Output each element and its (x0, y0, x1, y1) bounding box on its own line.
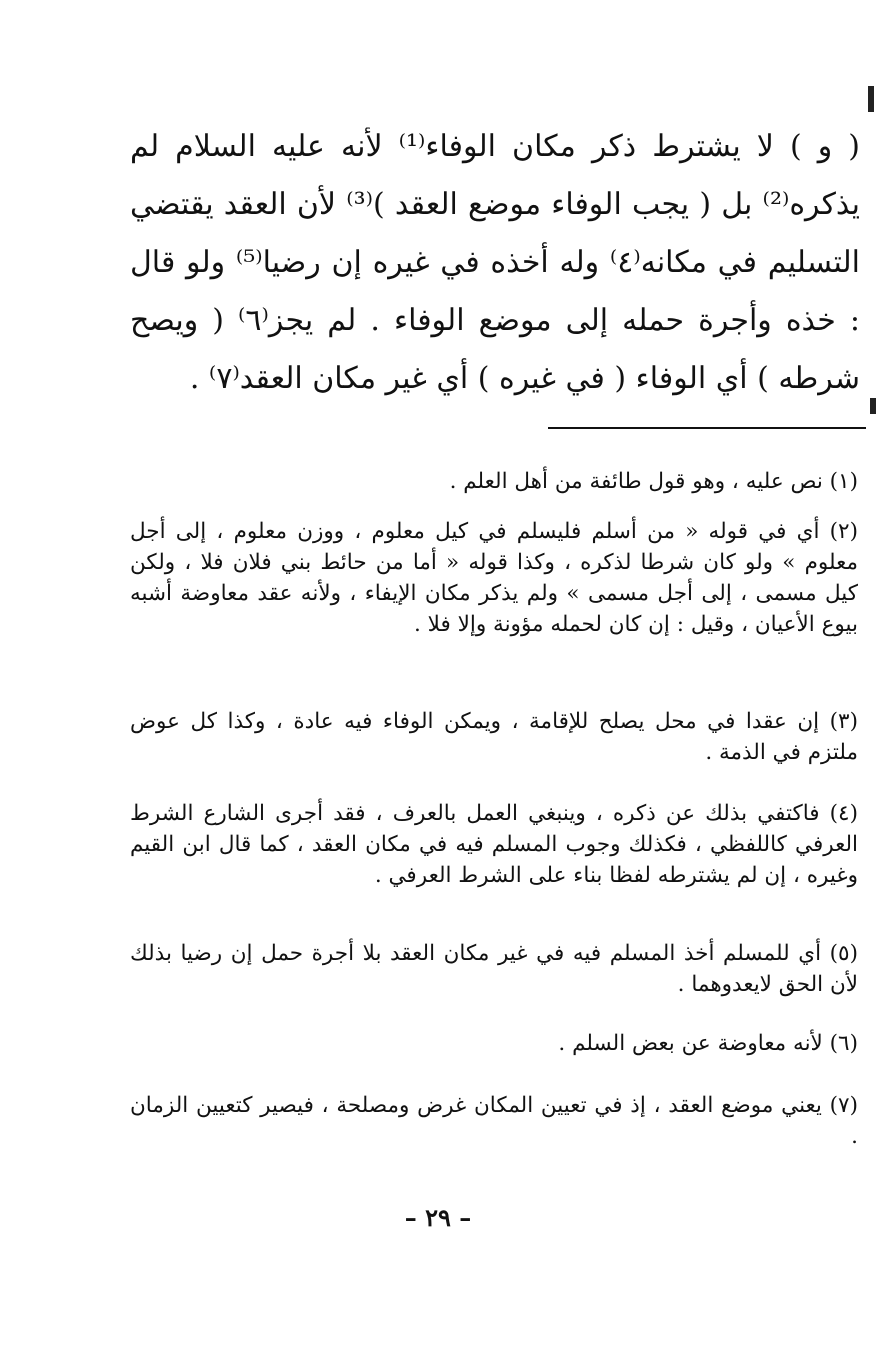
main-paragraph: ( و ) لا يشترط ذكر مكان الوفاء⁽¹⁾ لأنه عليه السلام لم يذكره⁽²⁾ بل ( يجب الوفاء موضع العقد )⁽³⁾ لأن العقد يقتضي التسليم في مكانه⁽٤⁾ وله أخذه في غيره إن رضيا⁽⁵⁾ ولو قال : خذه وأجرة حمله إلى موضع الوفاء . لم يجز⁽٦⁾ ( ويصح شرطه ) أي الوفاء ( في غيره ) أي غير مكان العقد⁽٧⁾ . (130, 129, 860, 396)
page-number: – ٢٩ – (404, 1203, 472, 1232)
footnote-2: (٢) أي في قوله « من أسلم فليسلم في كيل معلوم ، ووزن معلوم ، إلى أجل معلوم » ولو كان شرطا لذكره ، وكذا قوله « أما من حائط بني فلان فلا ، ولكن كيل مسمى ، إلى أجل مسمى » ولم يذكر مكان الإيفاء ، ولأنه عقد معاوضة أشبه بيوع الأعيان ، وقيل : إن كان لحمله مؤونة وإلا فلا . (130, 519, 858, 637)
footnote-3: (٣) إن عقدا في محل يصلح للإقامة ، ويمكن الوفاء فيه عادة ، وكذا كل عوض ملتزم في الذمة . (130, 709, 858, 765)
scan-edge-mark (868, 86, 874, 112)
footnote-6: (٦) لأنه معاوضة عن بعض السلم . (558, 1031, 858, 1056)
footnote-7: (٧) يعني موضع العقد ، إذ في تعيين المكان غرض ومصلحة ، فيصير كتعيين الزمان . (130, 1093, 858, 1149)
main-text (130, 118, 860, 408)
scan-edge-mark (870, 398, 876, 414)
footnote-4: (٤) فاكتفي بذلك عن ذكره ، وينبغي العمل بالعرف ، فقد أجرى الشارع الشرط العرفي كاللفظي ، فكذلك وجوب المسلم فيه في مكان العقد ، كما قال ابن القيم وغيره ، إن لم يشترطه لفظا بناء على الشرط العرفي . (130, 801, 858, 888)
footnote-5: (٥) أي للمسلم أخذ المسلم فيه في غير مكان العقد بلا أجرة حمل إن رضيا بذلك لأن الحق لايعدوهما . (130, 941, 858, 997)
footnote-separator (548, 427, 866, 429)
footnote-1: (١) نص عليه ، وهو قول طائفة من أهل العلم . (449, 469, 858, 494)
